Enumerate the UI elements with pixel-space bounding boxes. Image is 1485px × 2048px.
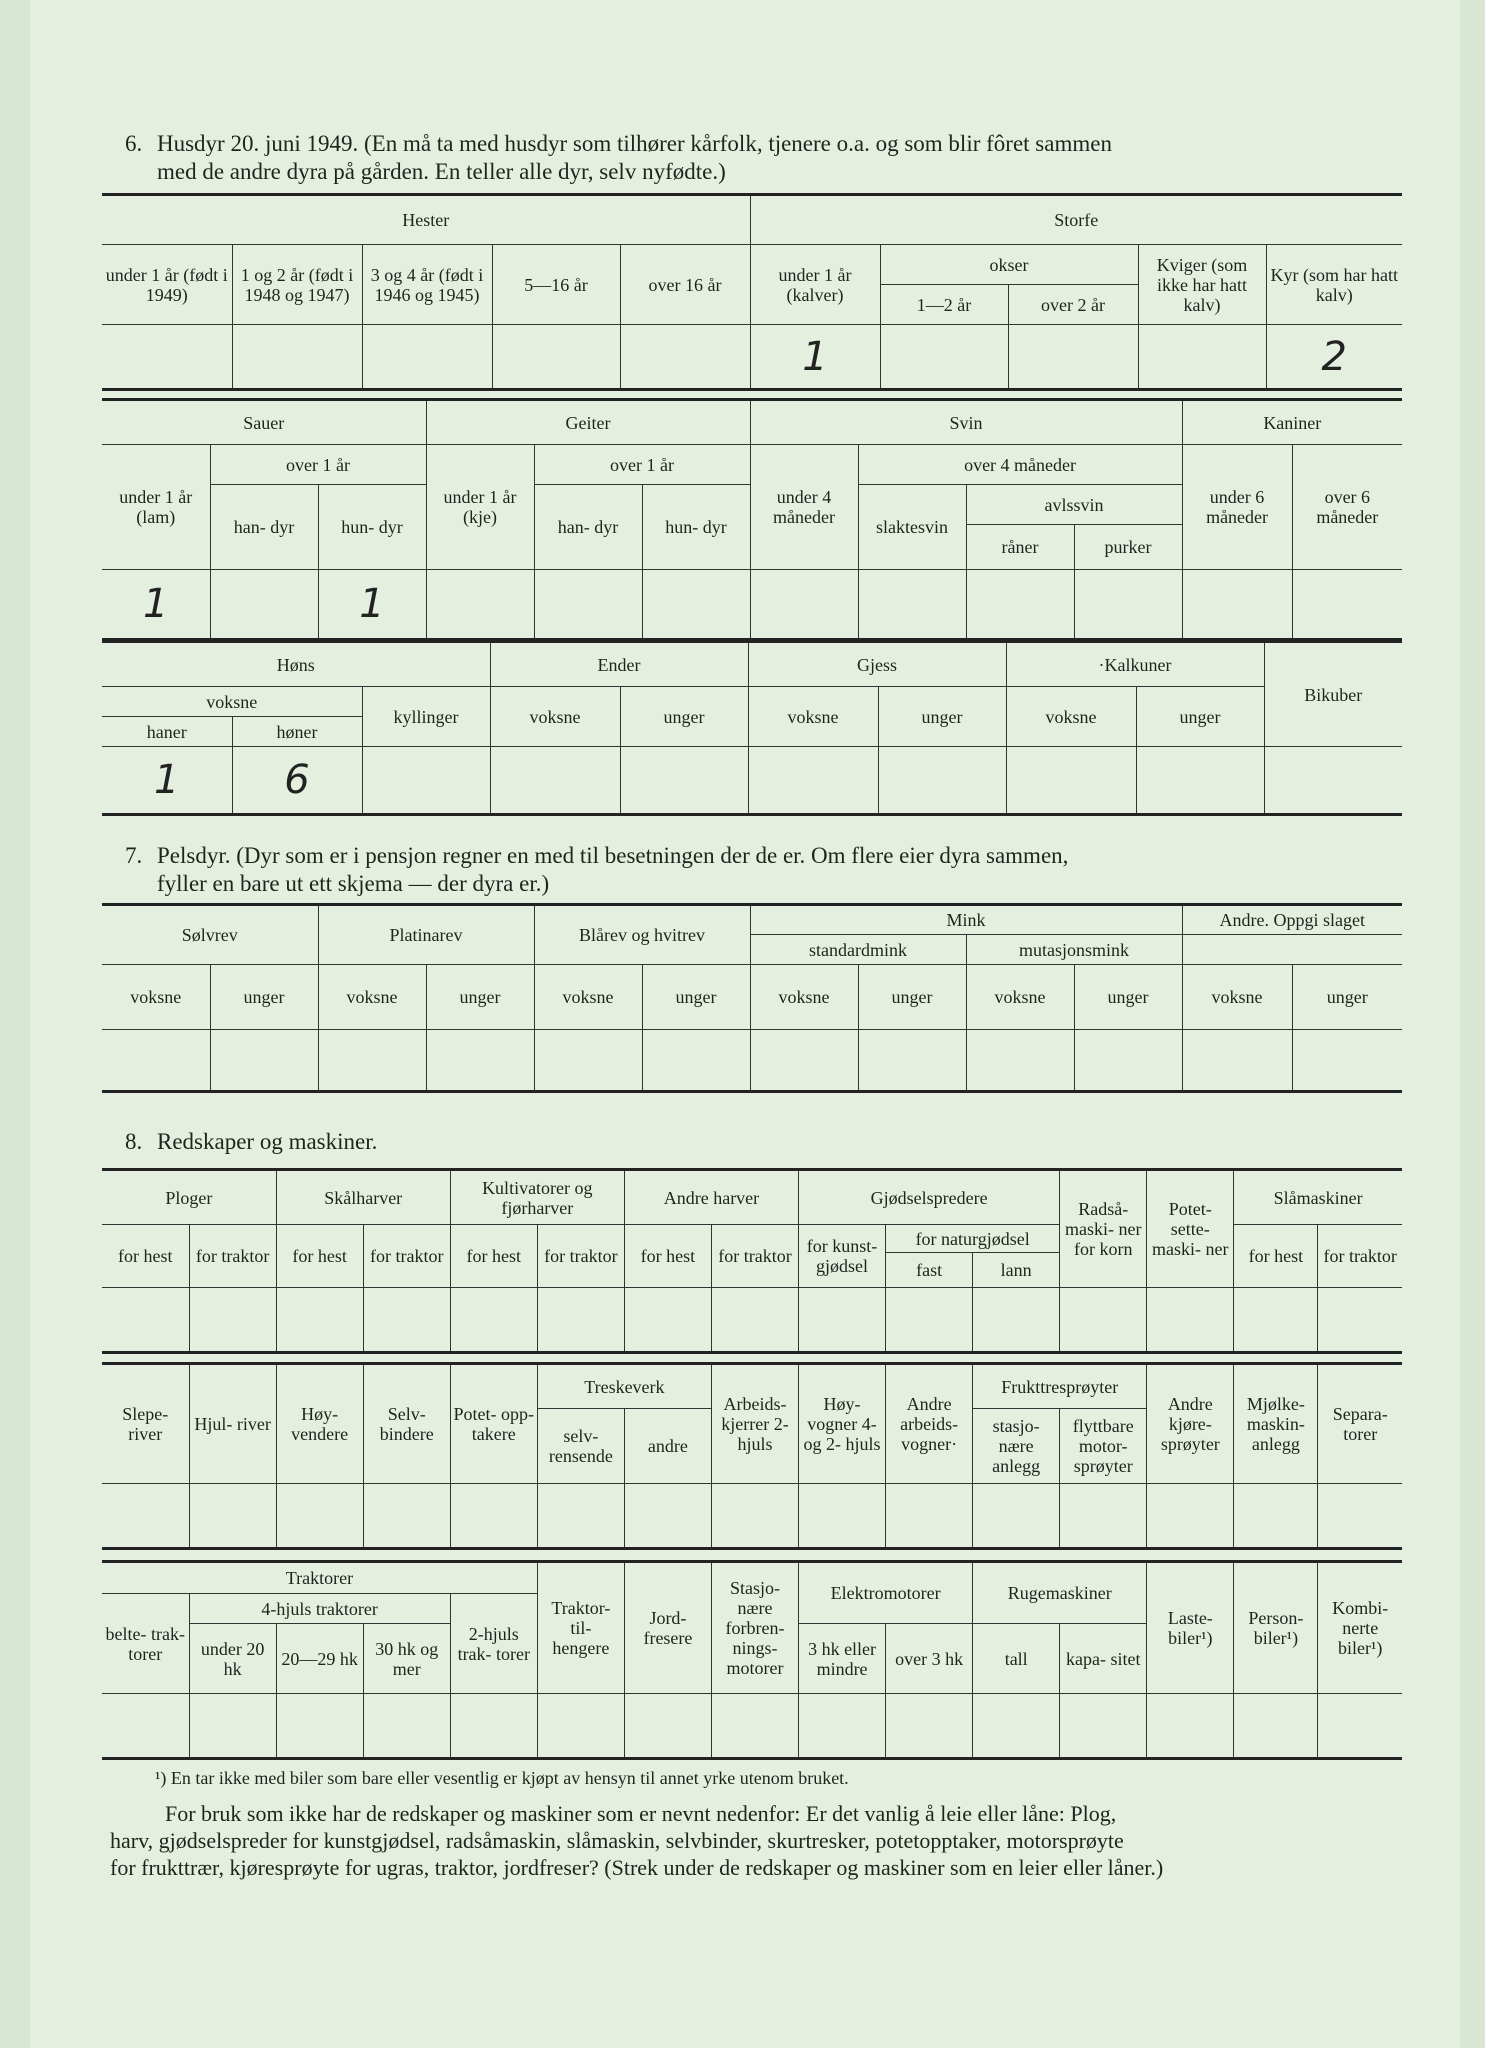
- entry-cell[interactable]: [799, 1484, 886, 1549]
- entry-cell[interactable]: [858, 570, 966, 640]
- column-header: for traktor: [537, 1225, 624, 1288]
- column-header: voksne: [966, 965, 1074, 1030]
- column-header: flyttbare motor- sprøyter: [1060, 1409, 1147, 1484]
- column-header: 3 og 4 år (født i 1946 og 1945): [362, 245, 492, 325]
- entry-cell[interactable]: [711, 1288, 798, 1353]
- column-header: Kyr (som har hatt kalv): [1266, 245, 1402, 325]
- group-header: Kultivatorer og fjørharver: [450, 1170, 624, 1225]
- entry-cell[interactable]: [232, 325, 362, 390]
- column-header: voksne: [534, 965, 642, 1030]
- entry-cell[interactable]: [799, 1694, 886, 1759]
- entry-cell[interactable]: [210, 1030, 318, 1092]
- entry-cell[interactable]: [1147, 1288, 1234, 1353]
- column-header: 3 hk eller mindre: [799, 1624, 886, 1694]
- fur-animals-table: [102, 903, 1402, 1093]
- entry-cell[interactable]: [711, 1694, 798, 1759]
- column-header: Slepe- river: [102, 1364, 189, 1484]
- column-header: kapa- sitet: [1060, 1624, 1147, 1694]
- column-header: Separa- torer: [1318, 1364, 1402, 1484]
- column-header: unger: [620, 687, 748, 747]
- column-header: under 20 hk: [189, 1624, 276, 1694]
- column-header: Laste- biler¹): [1147, 1562, 1234, 1694]
- entry-cell[interactable]: [363, 1288, 450, 1353]
- entry-cell[interactable]: [1136, 747, 1264, 815]
- column-header: voksne: [750, 965, 858, 1030]
- group-header: Høns: [102, 642, 490, 687]
- group-header: Gjødselspredere: [799, 1170, 1060, 1225]
- group-header: Sauer: [102, 400, 426, 445]
- entry-cell[interactable]: [1147, 1694, 1234, 1759]
- entry-cell[interactable]: [1006, 747, 1136, 815]
- group-header: Frukttresprøyter: [973, 1364, 1147, 1409]
- entry-cell[interactable]: [886, 1288, 973, 1353]
- column-header: Kviger (som ikke har hatt kalv): [1138, 245, 1266, 325]
- entry-cell[interactable]: [1182, 570, 1292, 640]
- entry-cell[interactable]: [450, 1288, 537, 1353]
- column-header: Mjølke- maskin- anlegg: [1234, 1364, 1318, 1484]
- entry-cell[interactable]: [886, 1694, 973, 1759]
- section-text: Pelsdyr. (Dyr som er i pensjon regner en med til besetningen der de er. Om flere eier dyra sammen,: [157, 843, 1069, 868]
- livestock-horses-cattle-table: [102, 193, 1402, 391]
- entry-cell[interactable]: [426, 570, 534, 640]
- entry-cell[interactable]: [102, 1694, 189, 1759]
- column-header: for kunst- gjødsel: [799, 1225, 886, 1288]
- closing-paragraph: [110, 1800, 1410, 1881]
- column-header: under 1 år (født i 1949): [102, 245, 232, 325]
- entry-cell[interactable]: [642, 570, 750, 640]
- column-header: fast: [886, 1253, 973, 1288]
- group-header: Mink: [750, 905, 1182, 935]
- column-header: 1—2 år: [880, 285, 1008, 325]
- column-header: Potet- sette- maski- ner: [1147, 1170, 1234, 1288]
- entry-cell[interactable]: [1060, 1288, 1147, 1353]
- column-header: Traktor- til- hengere: [537, 1562, 624, 1694]
- column-header: Stasjo- nære forbren- nings- motorer: [711, 1562, 798, 1694]
- column-header: hun- dyr: [642, 485, 750, 570]
- group-header: Andre. Oppgi slaget: [1182, 905, 1402, 935]
- column-header: unger: [878, 687, 1006, 747]
- entry-cell[interactable]: [363, 1694, 450, 1759]
- column-header: slaktesvin: [858, 485, 966, 570]
- entry-cell[interactable]: [537, 1484, 624, 1549]
- column-header: Selv- bindere: [363, 1364, 450, 1484]
- column-header: over 6 måneder: [1292, 445, 1402, 570]
- column-header: belte- trak- torer: [102, 1594, 189, 1694]
- column-header: Kombi- nerte biler¹): [1318, 1562, 1402, 1694]
- entry-cell[interactable]: [1318, 1288, 1402, 1353]
- entry-cell[interactable]: [1234, 1484, 1318, 1549]
- column-header: over 16 år: [620, 245, 750, 325]
- entry-cell[interactable]: [102, 1030, 210, 1092]
- column-header: for hest: [102, 1225, 189, 1288]
- column-header: for hest: [624, 1225, 711, 1288]
- group-header: Storfe: [750, 195, 1402, 245]
- entry-cell[interactable]: [490, 747, 620, 815]
- column-header: over 1 år: [534, 445, 750, 485]
- implements-table-2: [102, 1362, 1402, 1550]
- column-header: voksne: [1006, 687, 1136, 747]
- column-header: høner: [232, 717, 362, 747]
- paragraph-line: for frukttrær, kjøresprøyte for ugras, traktor, jordfreser? (Strek under de redskaper og maskiner som en leier eller låner.): [110, 1855, 1164, 1880]
- column-header: voksne: [748, 687, 878, 747]
- entry-cell[interactable]: 1: [318, 570, 426, 640]
- column-header: 4-hjuls traktorer: [189, 1594, 450, 1624]
- implements-table-3: [102, 1560, 1402, 1760]
- entry-cell[interactable]: [966, 570, 1074, 640]
- group-header: Skålharver: [276, 1170, 450, 1225]
- column-header: 20—29 hk: [276, 1624, 363, 1694]
- entry-cell[interactable]: [1147, 1484, 1234, 1549]
- section-8-heading: [125, 1128, 1405, 1156]
- livestock-poultry-table: [102, 640, 1402, 816]
- entry-cell[interactable]: [276, 1694, 363, 1759]
- entry-cell[interactable]: [102, 1484, 189, 1549]
- column-header: over 1 år: [210, 445, 426, 485]
- section-text: med de andre dyra på gården. En teller alle dyr, selv nyfødte.): [157, 159, 726, 184]
- entry-cell[interactable]: [102, 1288, 189, 1353]
- column-header: okser: [880, 245, 1138, 285]
- column-header: Høy- vendere: [276, 1364, 363, 1484]
- column-header: standardmink: [750, 935, 966, 965]
- column-header: over 2 år: [1008, 285, 1138, 325]
- entry-cell[interactable]: [624, 1694, 711, 1759]
- column-header: under 1 år (kje): [426, 445, 534, 570]
- entry-cell[interactable]: [858, 1030, 966, 1092]
- group-header: Svin: [750, 400, 1182, 445]
- column-header: voksne: [1182, 965, 1292, 1030]
- entry-cell[interactable]: 6: [232, 747, 362, 815]
- entry-cell[interactable]: [973, 1288, 1060, 1353]
- group-header: Geiter: [426, 400, 750, 445]
- entry-cell[interactable]: [1074, 570, 1182, 640]
- column-header: for traktor: [363, 1225, 450, 1288]
- entry-cell[interactable]: [624, 1288, 711, 1353]
- group-header: Ploger: [102, 1170, 276, 1225]
- group-header: Platinarev: [318, 905, 534, 965]
- column-header: han- dyr: [210, 485, 318, 570]
- entry-cell[interactable]: [642, 1030, 750, 1092]
- column-header: lann: [973, 1253, 1060, 1288]
- column-header: mutasjonsmink: [966, 935, 1182, 965]
- group-header: Sølvrev: [102, 905, 318, 965]
- group-header: Treskeverk: [537, 1364, 711, 1409]
- column-header: voksne: [490, 687, 620, 747]
- entry-cell[interactable]: [624, 1484, 711, 1549]
- column-header: Arbeids- kjerrer 2-hjuls: [711, 1364, 798, 1484]
- section-6-heading: [125, 130, 1405, 186]
- entry-cell[interactable]: [537, 1288, 624, 1353]
- entry-cell[interactable]: [1318, 1694, 1402, 1759]
- column-header: stasjo- nære anlegg: [973, 1409, 1060, 1484]
- column-header: 1 og 2 år (født i 1948 og 1947): [232, 245, 362, 325]
- footnote: ¹) En tar ikke med biler som bare eller vesentlig er kjøpt av hensyn til annet yrke utenom bruket.: [155, 1768, 849, 1788]
- group-header: Rugemaskiner: [973, 1562, 1147, 1624]
- column-header: unger: [426, 965, 534, 1030]
- entry-cell[interactable]: [620, 325, 750, 390]
- group-header: Traktorer: [102, 1562, 537, 1594]
- column-header: råner: [966, 525, 1074, 570]
- column-header: Radså- maski- ner for korn: [1060, 1170, 1147, 1288]
- column-header: unger: [1074, 965, 1182, 1030]
- entry-cell[interactable]: [276, 1484, 363, 1549]
- group-header: Ender: [490, 642, 748, 687]
- column-header: unger: [858, 965, 966, 1030]
- entry-cell[interactable]: [426, 1030, 534, 1092]
- section-number: 7.: [125, 843, 143, 868]
- column-header: voksne: [102, 965, 210, 1030]
- column-header: selv- rensende: [537, 1409, 624, 1484]
- livestock-sheep-goats-pigs-table: [102, 398, 1402, 641]
- column-header: 30 hk og mer: [363, 1624, 450, 1694]
- entry-cell[interactable]: [1234, 1694, 1318, 1759]
- entry-cell[interactable]: [450, 1694, 537, 1759]
- entry-cell[interactable]: [363, 1484, 450, 1549]
- entry-cell[interactable]: 1: [750, 325, 880, 390]
- entry-cell[interactable]: [1318, 1484, 1402, 1549]
- entry-cell[interactable]: [880, 325, 1008, 390]
- column-header: Andre arbeids- vogner·: [886, 1364, 973, 1484]
- entry-cell[interactable]: [1074, 1030, 1182, 1092]
- column-header: under 6 måneder: [1182, 445, 1292, 570]
- entry-cell[interactable]: [711, 1484, 798, 1549]
- column-header: for traktor: [711, 1225, 798, 1288]
- column-header: hun- dyr: [318, 485, 426, 570]
- entry-cell[interactable]: [750, 1030, 858, 1092]
- column-header: Høy- vogner 4- og 2- hjuls: [799, 1364, 886, 1484]
- column-header: for naturgjødsel: [886, 1225, 1060, 1253]
- entry-cell[interactable]: [1292, 570, 1402, 640]
- entry-cell[interactable]: [102, 325, 232, 390]
- column-header: under 4 måneder: [750, 445, 858, 570]
- entry-cell[interactable]: [750, 570, 858, 640]
- entry-cell[interactable]: [534, 570, 642, 640]
- entry-cell[interactable]: [973, 1694, 1060, 1759]
- group-header: Elektromotorer: [799, 1562, 973, 1624]
- entry-cell[interactable]: [966, 1030, 1074, 1092]
- column-header: Jord- fresere: [624, 1562, 711, 1694]
- entry-cell[interactable]: [450, 1484, 537, 1549]
- entry-cell[interactable]: [537, 1694, 624, 1759]
- entry-cell[interactable]: [534, 1030, 642, 1092]
- column-header: 5—16 år: [492, 245, 620, 325]
- entry-cell[interactable]: 1: [102, 747, 232, 815]
- column-header: tall: [973, 1624, 1060, 1694]
- column-header: under 1 år (kalver): [750, 245, 880, 325]
- implements-table-1: [102, 1168, 1402, 1354]
- group-header: Gjess: [748, 642, 1006, 687]
- column-header: haner: [102, 717, 232, 747]
- paragraph-line: harv, gjødselspreder for kunstgjødsel, radsåmaskin, slåmaskin, selvbinder, skurtresker, potetopptaker, motorsprøyte: [110, 1828, 1124, 1853]
- column-header: over 4 måneder: [858, 445, 1182, 485]
- entry-cell[interactable]: [886, 1484, 973, 1549]
- entry-cell[interactable]: [362, 747, 490, 815]
- entry-cell[interactable]: [1234, 1288, 1318, 1353]
- entry-cell[interactable]: [492, 325, 620, 390]
- entry-cell[interactable]: [1264, 747, 1402, 815]
- group-header: Kaniner: [1182, 400, 1402, 445]
- column-header: andre: [624, 1409, 711, 1484]
- column-header: Andre kjøre- sprøyter: [1147, 1364, 1234, 1484]
- column-header: unger: [1292, 965, 1402, 1030]
- entry-cell[interactable]: [1138, 325, 1266, 390]
- column-header: over 3 hk: [886, 1624, 973, 1694]
- entry-cell[interactable]: [1008, 325, 1138, 390]
- entry-cell[interactable]: [189, 1484, 276, 1549]
- column-header: avlssvin: [966, 485, 1182, 525]
- column-header: [1182, 935, 1402, 965]
- section-number: 6.: [125, 131, 143, 156]
- group-header: Andre harver: [624, 1170, 798, 1225]
- group-header: Slåmaskiner: [1234, 1170, 1402, 1225]
- column-header: 2-hjuls trak- torer: [450, 1594, 537, 1694]
- column-header: for hest: [276, 1225, 363, 1288]
- column-header: voksne: [102, 687, 362, 717]
- section-7-heading: [125, 842, 1405, 898]
- column-header: unger: [1136, 687, 1264, 747]
- column-header: for traktor: [189, 1225, 276, 1288]
- entry-cell[interactable]: [973, 1484, 1060, 1549]
- entry-cell[interactable]: [1060, 1694, 1147, 1759]
- section-text: Husdyr 20. juni 1949. (En må ta med husdyr som tilhører kårfolk, tjenere o.a. og som blir fôret sammen: [157, 131, 1112, 156]
- entry-cell[interactable]: [189, 1694, 276, 1759]
- section-text: Redskaper og maskiner.: [157, 1129, 378, 1154]
- group-header: Bikuber: [1264, 642, 1402, 747]
- entry-cell[interactable]: [878, 747, 1006, 815]
- column-header: Person- biler¹): [1234, 1562, 1318, 1694]
- column-header: for traktor: [1318, 1225, 1402, 1288]
- entry-cell[interactable]: [210, 570, 318, 640]
- column-header: for hest: [450, 1225, 537, 1288]
- entry-cell[interactable]: [799, 1288, 886, 1353]
- entry-cell[interactable]: [1292, 1030, 1402, 1092]
- entry-cell[interactable]: [276, 1288, 363, 1353]
- column-header: unger: [642, 965, 750, 1030]
- entry-cell[interactable]: [1182, 1030, 1292, 1092]
- entry-cell[interactable]: [620, 747, 748, 815]
- group-header: Blårev og hvitrev: [534, 905, 750, 965]
- group-header: ·Kalkuner: [1006, 642, 1264, 687]
- column-header: han- dyr: [534, 485, 642, 570]
- column-header: voksne: [318, 965, 426, 1030]
- entry-cell[interactable]: 2: [1266, 325, 1402, 390]
- column-header: under 1 år (lam): [102, 445, 210, 570]
- column-header: for hest: [1234, 1225, 1318, 1288]
- entry-cell[interactable]: [318, 1030, 426, 1092]
- column-header: unger: [210, 965, 318, 1030]
- entry-cell[interactable]: [189, 1288, 276, 1353]
- entry-cell[interactable]: [748, 747, 878, 815]
- column-header: kyllinger: [362, 687, 490, 747]
- section-text: fyller en bare ut ett skjema — der dyra er.): [157, 871, 550, 896]
- column-header: Hjul- river: [189, 1364, 276, 1484]
- entry-cell[interactable]: [1060, 1484, 1147, 1549]
- entry-cell[interactable]: 1: [102, 570, 210, 640]
- column-header: purker: [1074, 525, 1182, 570]
- column-header: Potet- opp- takere: [450, 1364, 537, 1484]
- group-header: Hester: [102, 195, 750, 245]
- paragraph-line: For bruk som ikke har de redskaper og maskiner som er nevnt nedenfor: Er det vanlig å leie eller låne: Plog,: [165, 1801, 1117, 1826]
- entry-cell[interactable]: [362, 325, 492, 390]
- section-number: 8.: [125, 1129, 143, 1154]
